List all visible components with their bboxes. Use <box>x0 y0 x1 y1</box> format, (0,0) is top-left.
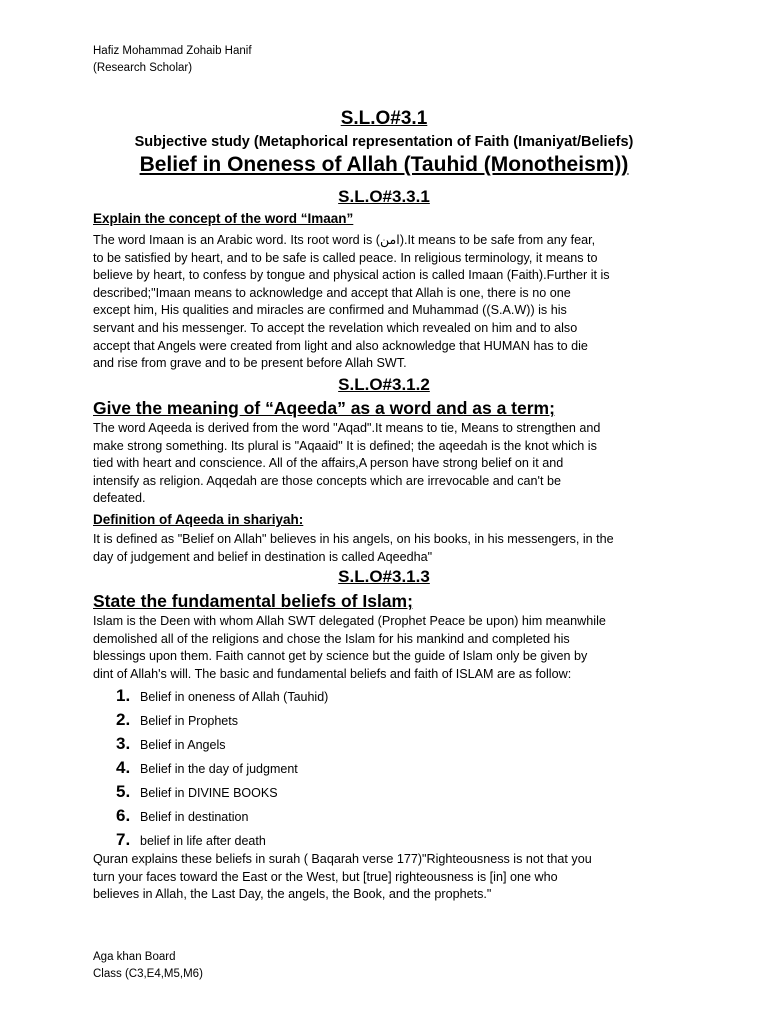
paragraph-line: defeated. <box>93 491 146 506</box>
paragraph-line: and rise from grave and to be present before Allah SWT. <box>93 356 407 371</box>
paragraph-line: tied with heart and conscience. All of the affairs,A person have strong belief on it and <box>93 456 564 471</box>
list-text: belief in life after death <box>140 834 266 848</box>
section3-slo: S.L.O#3.1.3 <box>338 567 430 586</box>
list-item <box>116 758 328 782</box>
list-number: 5. <box>116 782 131 801</box>
paragraph-line: Islam is the Deen with whom Allah SWT delegated (Prophet Peace be upon) him meanwhile <box>93 614 606 628</box>
paragraph-line: turn your faces toward the East or the West, but [true] righteousness is [in] one who <box>93 869 558 884</box>
list-number: 4. <box>116 758 131 777</box>
footer-block <box>93 949 203 983</box>
document-subtitle: Subjective study (Metaphorical representation of Faith (Imaniyat/Beliefs) <box>134 134 634 150</box>
paragraph-line: make strong something. Its plural is "Aqaaid" It is defined; the aqeedah is the knot which is <box>93 438 597 453</box>
paragraph-line: believe by heart, to confess by tongue and physical action is called Imaan (Faith).Further it is <box>93 268 610 283</box>
section3-paragraph <box>93 613 683 683</box>
footer-board: Aga khan Board <box>93 951 176 963</box>
list-item <box>116 686 328 710</box>
paragraph-line: blessings upon them. Faith cannot get by science but the guide of Islam only be given by <box>93 649 588 664</box>
author-name: Hafiz Mohammad Zohaib Hanif <box>93 45 252 57</box>
list-number: 3. <box>116 734 131 753</box>
section2-heading: Give the meaning of “Aqeeda” as a word and as a term; <box>93 398 555 418</box>
list-number: 7. <box>116 830 131 849</box>
list-text: Belief in Angels <box>140 738 226 752</box>
paragraph-line: The word Imaan is an Arabic word. Its root word is (امن).It means to be safe from any fear, <box>93 233 596 247</box>
section2-paragraph <box>93 420 683 508</box>
main-slo-heading: S.L.O#3.1 <box>340 108 428 129</box>
section2-slo: S.L.O#3.1.2 <box>338 375 430 394</box>
list-text: Belief in destination <box>140 810 249 824</box>
paragraph-line: demolished all of the religions and chose the Islam for his mankind and completed his <box>93 631 570 646</box>
author-role: (Research Scholar) <box>93 62 193 74</box>
author-block <box>93 43 252 77</box>
document-title: Belief in Oneness of Allah (Tauhid (Monotheism)) <box>139 153 629 176</box>
paragraph-line: intensify as religion. Aqqedah are those concepts which are irrevocable and can't be <box>93 473 561 488</box>
list-number: 6. <box>116 806 131 825</box>
paragraph-line: servant and his messenger. To accept the revelation which revealed on him and to also <box>93 320 578 335</box>
section3-heading: State the fundamental beliefs of Islam; <box>93 591 413 611</box>
paragraph-line: except him, His qualities and miracles are confirmed and Muhammad ((S.A.W)) is his <box>93 303 567 318</box>
list-text: Belief in DIVINE BOOKS <box>140 786 278 800</box>
list-text: Belief in Prophets <box>140 714 238 728</box>
paragraph-line: described;"Imaan means to acknowledge and accept that Allah is one, there is no one <box>93 285 571 300</box>
list-number: 2. <box>116 710 131 729</box>
paragraph-line: Quran explains these beliefs in surah ( Baqarah verse 177)"Righteousness is not that you <box>93 852 592 866</box>
section1-slo: S.L.O#3.3.1 <box>338 187 430 206</box>
paragraph-line: dint of Allah's will. The basic and fundamental beliefs and faith of ISLAM are as follow: <box>93 666 572 681</box>
section1-heading: Explain the concept of the word “Imaan” <box>93 211 354 226</box>
beliefs-list <box>116 686 328 854</box>
definition-heading: Definition of Aqeeda in shariyah: <box>93 512 304 527</box>
paragraph-line: It is defined as "Belief on Allah" believes in his angels, on his books, in his messengers, in the <box>93 532 614 546</box>
section1-paragraph <box>93 232 683 373</box>
list-text: Belief in the day of judgment <box>140 762 298 776</box>
quran-paragraph <box>93 851 683 904</box>
paragraph-line: to be satisfied by heart, and to be safe is called peace. In religious terminology, it means to <box>93 250 598 265</box>
list-item <box>116 806 328 830</box>
list-item <box>116 782 328 806</box>
list-item <box>116 710 328 734</box>
list-number: 1. <box>116 686 131 705</box>
definition-paragraph <box>93 531 683 566</box>
paragraph-line: The word Aqeeda is derived from the word "Aqad".It means to tie, Means to strengthen and <box>93 421 601 435</box>
paragraph-line: accept that Angels were created from light and also acknowledge that HUMAN has to die <box>93 338 588 353</box>
paragraph-line: day of judgement and belief in destination is called Aqeedha" <box>93 549 433 564</box>
list-text: Belief in oneness of Allah (Tauhid) <box>140 690 329 704</box>
list-item <box>116 734 328 758</box>
paragraph-line: believes in Allah, the Last Day, the angels, the Book, and the prophets." <box>93 887 492 902</box>
footer-classes: Class (C3,E4,M5,M6) <box>93 968 203 980</box>
